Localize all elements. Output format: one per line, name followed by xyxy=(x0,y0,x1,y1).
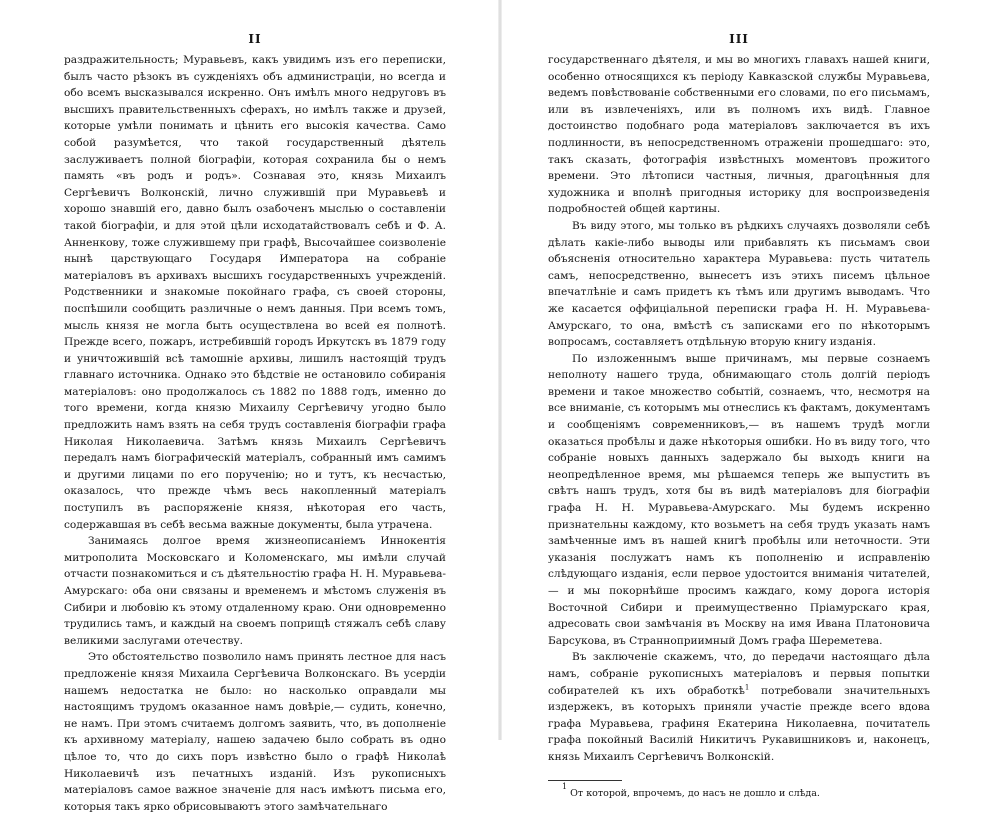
footnote-text: От которой, впрочемъ, до насъ не дошло и слѣда. xyxy=(570,787,820,799)
footnote-marker: 1 xyxy=(744,683,750,692)
paragraph: Занимаясь долгое время жизнеописаніемъ Иннокентія митрополита Московскаго и Коломенскаго, мы имѣли случай отчасти познакомиться и съ дѣятельностію графа Н. Н. Муравьева-Амурскаго: оба они связаны и временемъ и мѣстомъ служенія въ Сибири и любовію къ этому отдаленному краю. Они одновременно трудились тамъ, и каждый на своемъ поприщѣ стяжалъ себѣ славу великими заслугами отечеству. xyxy=(64,535,446,647)
page-number: III xyxy=(729,32,749,46)
paragraph: государственнаго дѣятеля, и мы во многихъ главахъ нашей книги, особенно относящихся къ періоду Кавказской службы Муравьева, ведемъ повѣствованіе собственными его словами, по его письмамъ, или въ извлеченіяхъ, или въ полномъ ихъ видѣ. Главное достоинство подобнаго рода матеріаловъ заключается въ ихъ подлинности, въ непосредственномъ отраженіи прошедшаго: это, такъ сказать, фотографія извѣстныхъ моментовъ прожитого времени. Это лѣтописи частныя, личныя, драгоцѣнныя для художника и вполнѣ пригодныя историку для воспроизведенія подробностей общей картины. xyxy=(548,54,930,216)
right-page xyxy=(548,30,930,800)
paragraph: раздражительность; Муравьевъ, какъ увидимъ изъ его переписки, былъ часто рѣзокъ въ сужденіяхъ объ администраціи, но всегда и обо всемъ высказывался искренно. Онъ имѣлъ много недруговъ въ высшихъ правительственныхъ сферахъ, но имѣлъ также и друзей, которые умѣли понимать и цѣнить его высокія качества. Само собой разумѣется, что такой государственный дѣятель заслуживаетъ полной біографіи, которая сохранила бы о немъ память «въ родъ и родъ». Сознавая это, князь Михаилъ Сергѣевичъ Волконскій, лично служившій при Муравьевѣ и хорошо знавшій его, давно былъ озабоченъ мыслью о составленіи такой біографіи, и для этой цѣли исходатайствовалъ себѣ и Ф. А. Анненкову, тоже служившему при графѣ, Высочайшее соизволеніе нынѣ царствующаго Государя Императора на собраніе матеріаловъ въ архивахъ высшихъ государственныхъ учрежденій. Родственники и знакомые покойнаго графа, съ своей стороны, поспѣшили сообщить различные о немъ данныя. При всемъ томъ, мысль князя не могла быть осуществлена во всей ея полнотѣ. Прежде всего, пожаръ, истребившій городъ Иркутскъ въ 1879 году и уничтожившій всѣ тамошніе архивы, лишилъ настоящій трудъ главнаго источника. Однако это бѣдствіе не остановило собиранія матеріаловъ: оно продолжалось съ 1882 по 1888 годъ, именно до того времени, когда князю Михаилу Сергѣевичу угодно было предложить намъ взять на себя трудъ составленія біографіи графа Николая Николаевича. Затѣмъ князь Михаилъ Сергѣевичъ передалъ намъ біографическій матеріалъ, собранный имъ самимъ и другими лицами по его порученію; но и тутъ, къ несчастью, оказалось, что прежде чѣмъ весь накопленный матеріалъ поступилъ въ распоряженіе князя, нѣкоторая его часть, содержавшая въ себѣ весьма важные документы, была утрачена. xyxy=(64,54,446,531)
closing-paragraph xyxy=(548,649,930,765)
closing-text-part-1: Въ заключеніе скажемъ, что, до передачи настоящаго дѣла намъ, собраніе рукописныхъ матеріаловъ и первыя попытки собирателей къ ихъ обработкѣ xyxy=(548,651,930,697)
footnote-number: 1 xyxy=(562,781,568,791)
paragraph: Это обстоятельство позволило намъ принять лестное для насъ предложеніе князя Михаила Сергѣевича Волконскаго. Въ усердіи нашемъ недостатка не было: но насколько оправдали мы настоящимъ трудомъ оказанное намъ довѣріе,— судить, конечно, не намъ. При этомъ считаемъ долгомъ заявить, что, въ дополненіе къ архивному матеріалу, нашею задачею было собрать въ одно цѣлое то, что до сихъ поръ извѣстно было о графѣ Николаѣ Николаевичѣ изъ печатныхъ изданій. Изъ рукописныхъ матеріаловъ самое важное значеніе для насъ имѣютъ письма его, которыя такъ ярко обрисовываютъ этого замѣчательнаго xyxy=(64,651,446,813)
page-number: II xyxy=(248,32,262,46)
footnote xyxy=(548,781,930,800)
paragraph: По изложеннымъ выше причинамъ, мы первые сознаемъ неполноту нашего труда, обнимающаго столь долгій періодъ времени и такое множество событій, сознаемъ, что, несмотря на все вниманіе, съ которымъ мы отнеслись къ фактамъ, документамъ и сообщеніямъ современниковъ,— въ нашемъ трудѣ могли оказаться пробѣлы и даже нѣкоторыя ошибки. Но въ виду того, что собраніе новыхъ данныхъ задержало бы выходъ книги на неопредѣленное время, мы рѣшаемся теперь же выпустить въ свѣтъ нашъ трудъ, хотя бы въ видѣ матеріаловъ для біографіи графа Н. Н. Муравьева-Амурскаго. Мы будемъ искренно признательны каждому, кто возьметъ на себя трудъ указать намъ замѣченные имъ въ нашей книгѣ пробѣлы или неточности. Эти указанія послужатъ намъ къ пополненію и исправленію слѣдующаго изданія, если первое удостоится вниманія читателей,— и мы покорнѣйше просимъ каждаго, кому дорога исторія Восточной Сибири и преимущественно Пріамурскаго края, адресовать свои замѣчанія въ Москву на имя Ивана Платоновича Барсукова, въ Странноприимный Домъ графа Шереметева. xyxy=(548,352,930,647)
left-page xyxy=(64,30,446,815)
closing-text-part-2: потребовали значительныхъ издержекъ, въ которыхъ приняли участіе прежде всего вдова графа Муравьева, графиня Екатерина Николаевна, почитатель графа покойный Василій Никитичъ Рукавишниковъ и, наконецъ, князь Михаилъ Сергѣевичъ Волконскій. xyxy=(548,684,930,763)
book-gutter xyxy=(498,0,502,740)
footnote-divider xyxy=(548,780,622,781)
paragraph: Въ виду этого, мы только въ рѣдкихъ случаяхъ дозволяли себѣ дѣлать какіе-либо выводы или прибавлять къ письмамъ свои объясненія относительно характера Муравьева: пусть читатель самъ, непосредственно, вынесетъ изъ этихъ писемъ цѣльное впечатлѣніе и самъ придетъ къ тѣмъ или другимъ выводамъ. Что же касается оффиціальной переписки графа Н. Н. Муравьева-Амурскаго, то она, вмѣстѣ съ записками его по нѣкоторымъ вопросамъ, составляетъ отдѣльную вторую книгу изданія. xyxy=(548,219,930,349)
